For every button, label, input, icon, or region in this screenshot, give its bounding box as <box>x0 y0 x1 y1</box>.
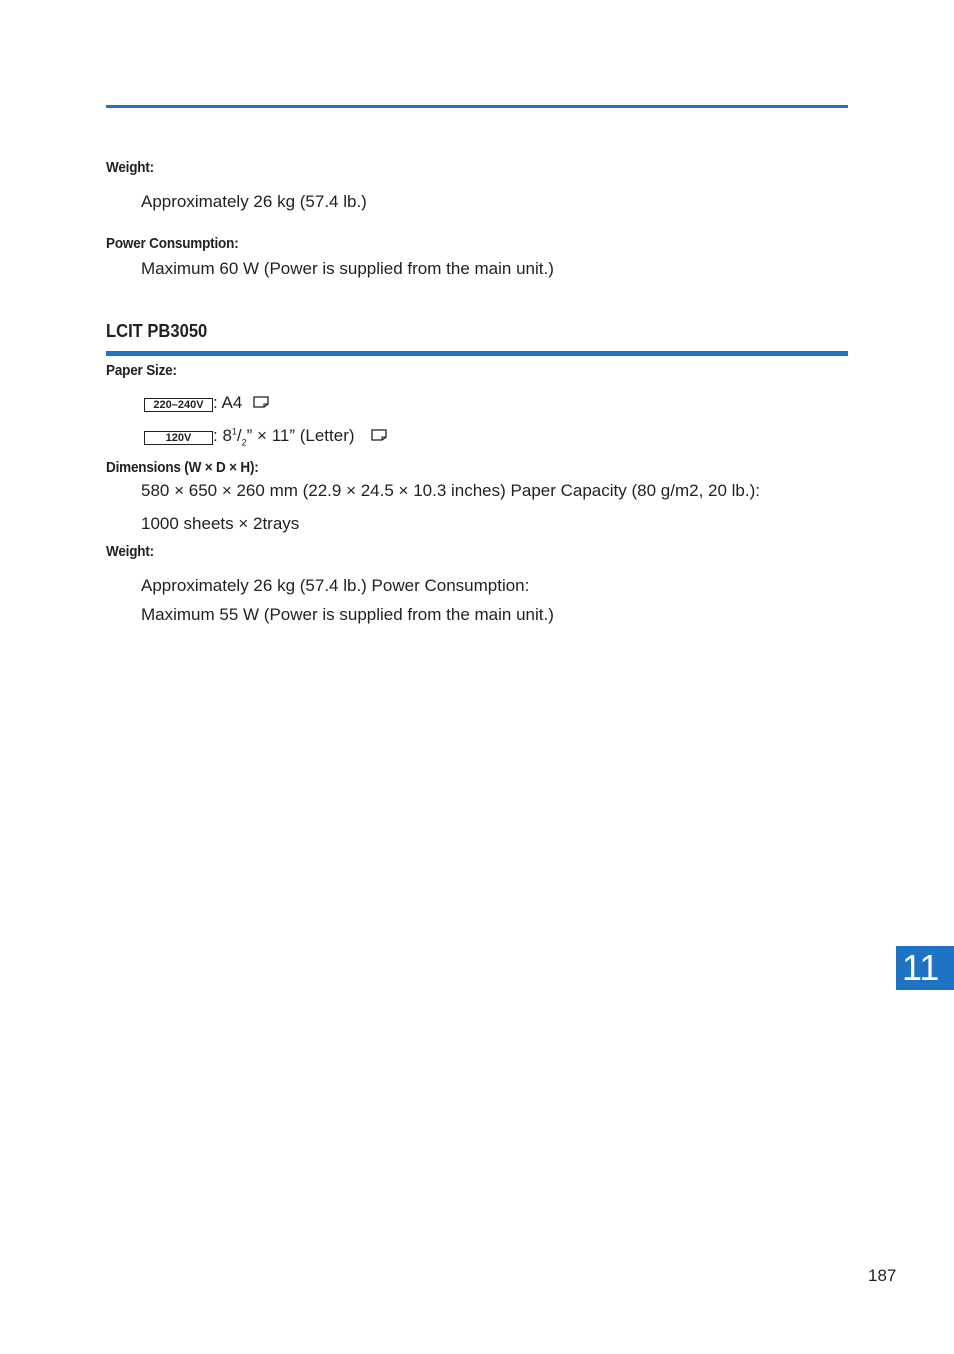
paper-landscape-icon <box>371 429 387 441</box>
page-number: 187 <box>868 1266 897 1285</box>
paper-size-us-prefix: : 8 <box>213 426 232 445</box>
power-consumption-value: Maximum 60 W (Power is supplied from the main unit.) <box>141 259 554 278</box>
top-rule <box>106 105 848 108</box>
power-value-2: Maximum 55 W (Power is supplied from the main unit.) <box>141 605 554 624</box>
weight-value: Approximately 26 kg (57.4 lb.) <box>141 192 367 211</box>
paper-size-eu: : A4 <box>213 393 243 412</box>
voltage-badge-eu: 220–240V <box>144 398 213 412</box>
voltage-badge-us: 120V <box>144 431 213 445</box>
section-heading: LCIT PB3050 <box>106 321 208 341</box>
dimensions-value: 580 × 650 × 260 mm (22.9 × 24.5 × 10.3 inches) Paper Capacity (80 g/m2, 20 lb.): <box>141 481 760 500</box>
weight-label: Weight: <box>106 159 154 176</box>
paper-size-us-row <box>144 426 387 447</box>
capacity-value: 1000 sheets × 2trays <box>141 514 300 533</box>
weight-label-2: Weight: <box>106 543 154 560</box>
dimensions-label: Dimensions (W × D × H): <box>106 459 259 476</box>
weight-value-2: Approximately 26 kg (57.4 lb.) Power Consumption: <box>141 576 530 595</box>
power-consumption-label: Power Consumption: <box>106 235 239 252</box>
chapter-tab: 11 <box>896 946 954 990</box>
paper-landscape-icon <box>253 396 269 408</box>
paper-size-eu-row <box>144 393 269 413</box>
paper-size-us-suffix: ” × 11” (Letter) <box>246 426 355 445</box>
section-rule <box>106 351 848 356</box>
fraction-half: $^1/_2$ <box>231 426 247 448</box>
paper-size-label: Paper Size: <box>106 362 177 379</box>
